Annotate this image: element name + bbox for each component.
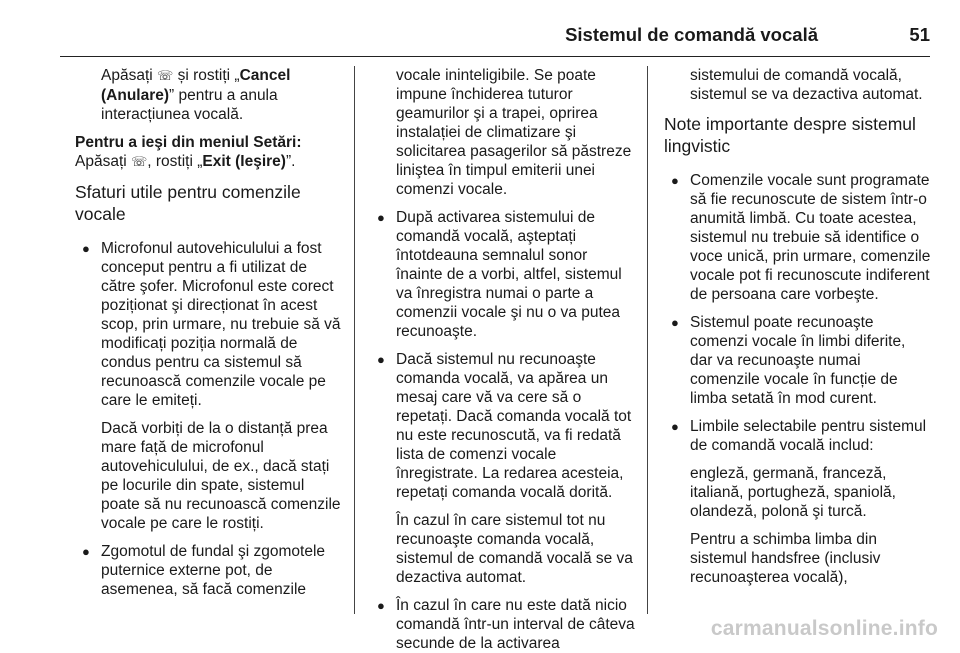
bullet-icon: ● bbox=[377, 210, 385, 225]
cancel-command: Cancel (Anulare) bbox=[101, 67, 291, 104]
continued-text: sistemului de comandă vocală, sistemul se va dezactiva automat. bbox=[690, 67, 923, 103]
bullet-icon: ● bbox=[377, 598, 385, 613]
notes-list bbox=[664, 171, 932, 587]
cancel-instruction: Apăsați ☏ și rostiți „Cancel (Anulare)” pentru a anula interacțiunea vocală. bbox=[101, 67, 291, 123]
column-2 bbox=[370, 66, 638, 652]
microphone-handset-icon: ☏ bbox=[157, 69, 174, 84]
exit-command: Exit (Ieşire) bbox=[202, 153, 286, 170]
bullet-icon: ● bbox=[671, 419, 679, 434]
column-divider bbox=[647, 66, 648, 614]
list-item: ● Sistemul poate recunoaşte comenzi vocale în limbi diferite, dar va recunoaşte numai comenzile vocale în funcție de limba setată în mod curent. bbox=[671, 314, 906, 407]
bullet-icon: ● bbox=[671, 173, 679, 188]
bullet-icon: ● bbox=[377, 352, 385, 367]
bullet-icon: ● bbox=[671, 315, 679, 330]
list-item: ● În cazul în care nu este dată nicio comandă într-un interval de câteva secunde de la activarea bbox=[377, 597, 635, 652]
list-item: ● Microfonul autovehiculului a fost conceput pentru a fi utilizat de către şofer. Microfonul este corect poziționat şi direcționat în acest scop, prin urmare, nu trebuie să vă modificați poziția normală de condus pentru ca sistemul să recunoască comenzile vocale pe care le emiteți. Dacă vorbiți de la o distanță prea mare față de microfonul autovehiculului, de ex., dacă stați pe locurile din spate, sistemul poate să nu recunoască comenzile vocale pe care le rostiți. bbox=[82, 240, 341, 532]
bullet-icon: ● bbox=[82, 544, 90, 559]
watermark: carmanualsonline.info bbox=[710, 617, 938, 640]
page-number: 51 bbox=[909, 24, 930, 45]
tips-list bbox=[75, 239, 345, 599]
tips-heading: Sfaturi utile pentru comenzile vocale bbox=[75, 182, 301, 224]
list-item: ● Comenzile vocale sunt programate să fie recunoscute de sistem într-o anumită limbă. Cu toate acestea, sistemul nu trebuie să identifice o voce unică, prin urmare, comenzile vocale pot fi recunoscute indiferent de persoana care vorbeşte. bbox=[671, 172, 931, 303]
list-item: ● Dacă sistemul nu recunoaşte comanda vocală, va apărea un mesaj care vă va cere să o repetați. Dacă comanda vocală tot nu este recunoscută, va fi redată lista de comenzi vocale înregistrate. La redarea acesteia, repetați comanda vocală dorită. În cazul în care sistemul tot nu recunoaşte comanda vocală, sistemul de comandă vocală se va dezactiva automat. bbox=[377, 351, 633, 586]
page-header bbox=[60, 12, 930, 52]
exit-instruction: Apăsați ☏, rostiți „Exit (Ieşire)”. bbox=[75, 153, 296, 170]
list-item: ● Zgomotul de fundal şi zgomotele puternice externe pot, de asemenea, să facă comenzile bbox=[82, 543, 326, 598]
page-title: Sistemul de comandă vocală bbox=[565, 24, 818, 45]
microphone-handset-icon: ☏ bbox=[131, 155, 148, 170]
list-item: ● Limbile selectabile pentru sistemul de comandă vocală includ: engleză, germană, franceză, italiană, portugheză, spaniolă, olandeză, polonă şi turcă. Pentru a schimba limba din sistemul handsfree (inclusiv recunoaşterea vocală), bbox=[671, 418, 927, 586]
bullet-icon: ● bbox=[82, 241, 90, 256]
list-item: ● După activarea sistemului de comandă vocală, aşteptați întotdeauna semnalul sonor înainte de a vorbi, altfel, sistemul va înregistra numai o parte a comenzii vocale şi nu o va putea recunoaşte. bbox=[377, 209, 622, 340]
header-divider bbox=[60, 56, 930, 57]
tips-list-continued bbox=[370, 208, 638, 653]
column-3 bbox=[664, 66, 932, 612]
column-divider bbox=[354, 66, 355, 614]
exit-heading: Pentru a ieşi din meniul Setări: bbox=[75, 134, 302, 151]
notes-heading: Note importante despre sistemul lingvistic bbox=[664, 114, 916, 156]
continued-text: vocale ininteligibile. Se poate impune închiderea tuturor geamurilor şi a trapei, oprirea instalației de climatizare şi solicitarea pasagerilor să păstreze liniştea în timpul emiterii unei comenzi vocale. bbox=[396, 67, 632, 198]
column-1 bbox=[75, 66, 345, 612]
